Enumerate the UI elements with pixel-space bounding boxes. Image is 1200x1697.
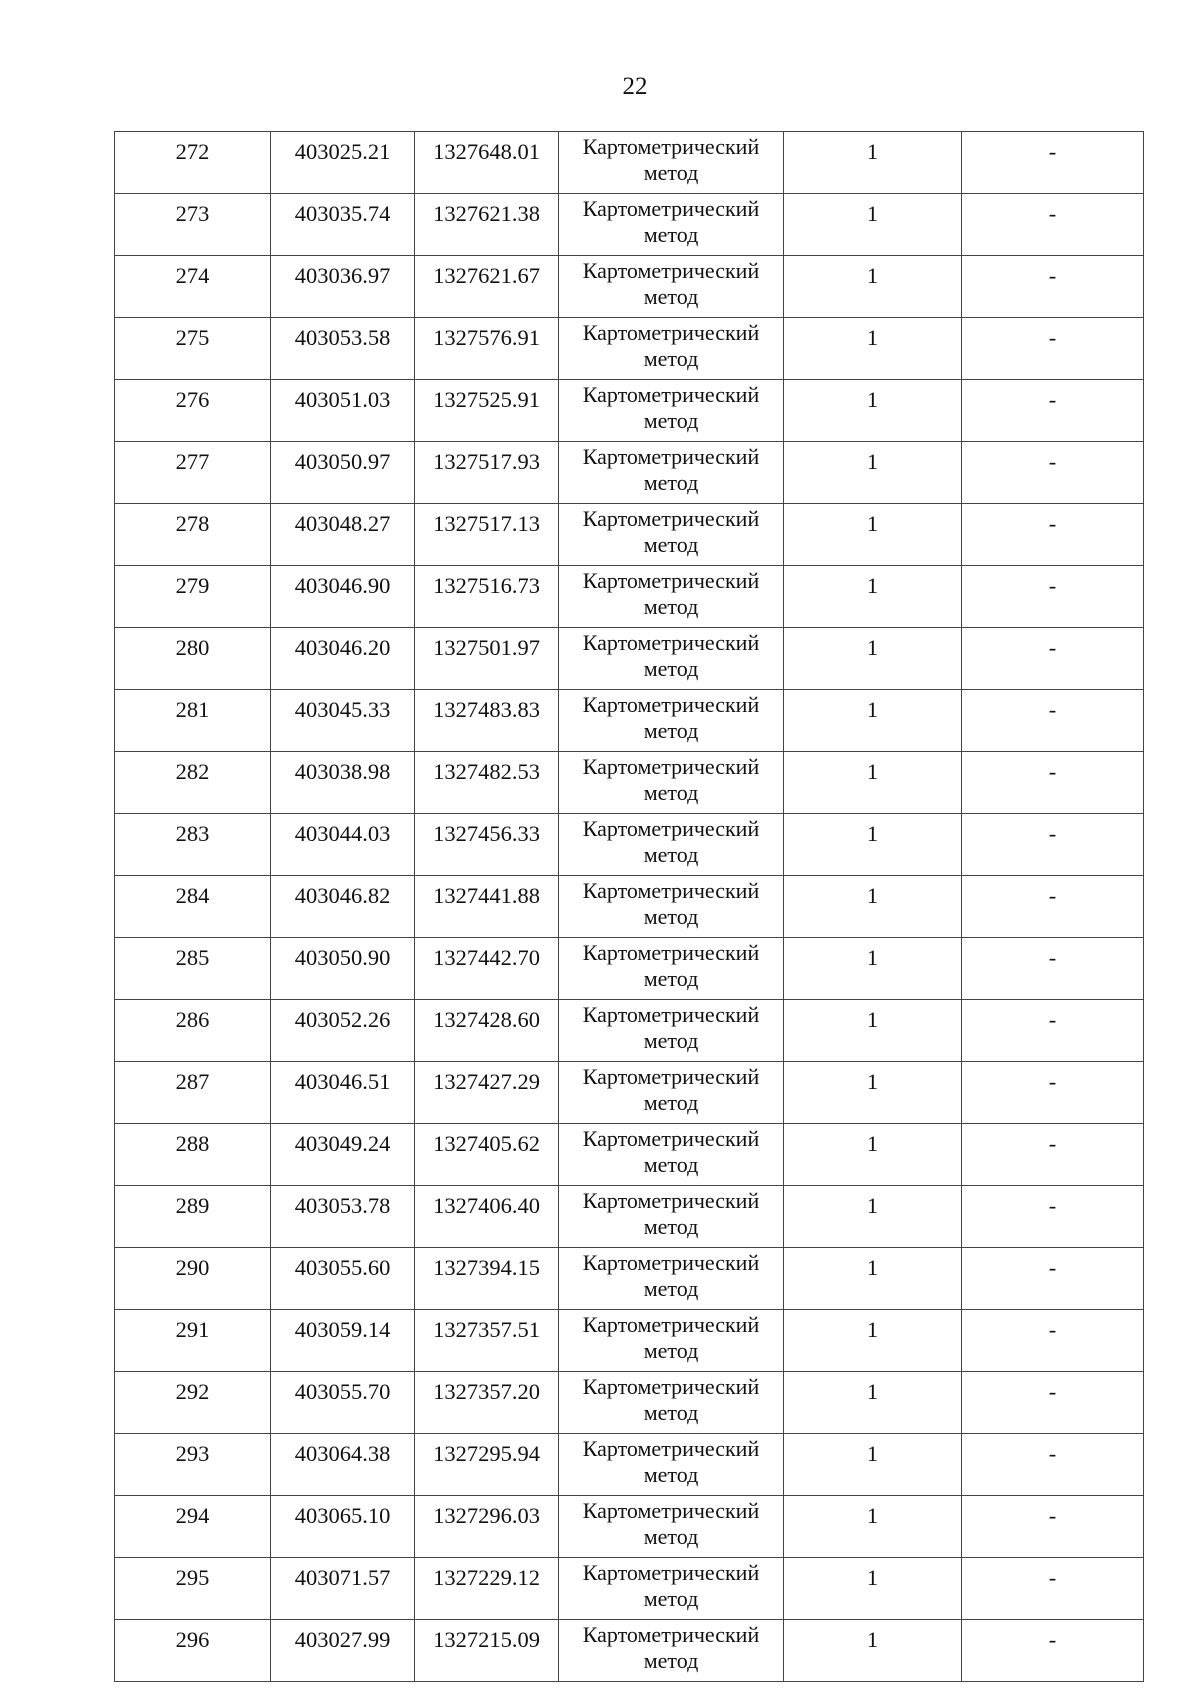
method-line-1: Картометрический	[582, 1250, 760, 1275]
y-coordinate-cell: 1327621.67	[415, 256, 559, 318]
y-coordinate-cell: 1327357.20	[415, 1372, 559, 1434]
point-number-cell: 285	[115, 938, 271, 1000]
method-line-2: метод	[643, 1400, 699, 1425]
point-number-cell: 275	[115, 318, 271, 380]
point-number-cell: 291	[115, 1310, 271, 1372]
method-line-2: метод	[643, 1028, 699, 1053]
table-row	[115, 1186, 1144, 1248]
accuracy-cell: 1	[784, 938, 962, 1000]
method-cell	[559, 690, 784, 752]
x-coordinate-cell: 403044.03	[271, 814, 415, 876]
note-cell: -	[962, 1248, 1144, 1310]
table-row	[115, 380, 1144, 442]
accuracy-cell: 1	[784, 504, 962, 566]
x-coordinate-cell: 403059.14	[271, 1310, 415, 1372]
note-cell: -	[962, 814, 1144, 876]
accuracy-cell: 1	[784, 690, 962, 752]
y-coordinate-cell: 1327517.93	[415, 442, 559, 504]
point-number-cell: 279	[115, 566, 271, 628]
method-cell	[559, 194, 784, 256]
method-line-2: метод	[643, 1276, 699, 1301]
method-line-2: метод	[643, 1462, 699, 1487]
method-cell	[559, 1372, 784, 1434]
x-coordinate-cell: 403045.33	[271, 690, 415, 752]
method-line-1: Картометрический	[582, 568, 760, 593]
y-coordinate-cell: 1327295.94	[415, 1434, 559, 1496]
method-line-1: Картометрический	[582, 878, 760, 903]
method-line-1: Картометрический	[582, 1312, 760, 1337]
method-line-2: метод	[643, 1586, 699, 1611]
accuracy-cell: 1	[784, 1124, 962, 1186]
method-line-2: метод	[643, 780, 699, 805]
coordinates-table	[114, 131, 1144, 1682]
method-line-1: Картометрический	[582, 1560, 760, 1585]
method-line-2: метод	[643, 966, 699, 991]
x-coordinate-cell: 403046.51	[271, 1062, 415, 1124]
y-coordinate-cell: 1327483.83	[415, 690, 559, 752]
method-line-2: метод	[643, 1648, 699, 1673]
y-coordinate-cell: 1327405.62	[415, 1124, 559, 1186]
y-coordinate-cell: 1327215.09	[415, 1620, 559, 1682]
method-line-2: метод	[643, 904, 699, 929]
table-row	[115, 1434, 1144, 1496]
method-cell	[559, 442, 784, 504]
x-coordinate-cell: 403053.58	[271, 318, 415, 380]
note-cell: -	[962, 1062, 1144, 1124]
method-line-2: метод	[643, 408, 699, 433]
x-coordinate-cell: 403027.99	[271, 1620, 415, 1682]
y-coordinate-cell: 1327576.91	[415, 318, 559, 380]
method-cell	[559, 256, 784, 318]
point-number-cell: 278	[115, 504, 271, 566]
table-row	[115, 132, 1144, 194]
method-line-1: Картометрический	[582, 506, 760, 531]
x-coordinate-cell: 403052.26	[271, 1000, 415, 1062]
method-line-2: метод	[643, 1152, 699, 1177]
point-number-cell: 277	[115, 442, 271, 504]
coordinates-table-body	[115, 132, 1144, 1682]
note-cell: -	[962, 194, 1144, 256]
note-cell: -	[962, 1434, 1144, 1496]
table-row	[115, 442, 1144, 504]
x-coordinate-cell: 403050.90	[271, 938, 415, 1000]
y-coordinate-cell: 1327516.73	[415, 566, 559, 628]
x-coordinate-cell: 403046.90	[271, 566, 415, 628]
point-number-cell: 283	[115, 814, 271, 876]
method-line-1: Картометрический	[582, 382, 760, 407]
method-line-2: метод	[643, 1214, 699, 1239]
method-cell	[559, 1000, 784, 1062]
accuracy-cell: 1	[784, 1558, 962, 1620]
table-row	[115, 318, 1144, 380]
table-row	[115, 1496, 1144, 1558]
note-cell: -	[962, 1124, 1144, 1186]
method-line-1: Картометрический	[582, 320, 760, 345]
table-row	[115, 690, 1144, 752]
accuracy-cell: 1	[784, 1434, 962, 1496]
method-line-2: метод	[643, 718, 699, 743]
accuracy-cell: 1	[784, 194, 962, 256]
point-number-cell: 272	[115, 132, 271, 194]
note-cell: -	[962, 442, 1144, 504]
y-coordinate-cell: 1327648.01	[415, 132, 559, 194]
note-cell: -	[962, 566, 1144, 628]
table-row	[115, 256, 1144, 318]
point-number-cell: 290	[115, 1248, 271, 1310]
method-line-1: Картометрический	[582, 940, 760, 965]
method-cell	[559, 1186, 784, 1248]
accuracy-cell: 1	[784, 566, 962, 628]
method-line-2: метод	[643, 842, 699, 867]
method-line-1: Картометрический	[582, 134, 760, 159]
note-cell: -	[962, 876, 1144, 938]
method-line-2: метод	[643, 470, 699, 495]
method-cell	[559, 1310, 784, 1372]
method-line-1: Картометрический	[582, 1498, 760, 1523]
note-cell: -	[962, 938, 1144, 1000]
accuracy-cell: 1	[784, 1620, 962, 1682]
x-coordinate-cell: 403064.38	[271, 1434, 415, 1496]
accuracy-cell: 1	[784, 1062, 962, 1124]
point-number-cell: 293	[115, 1434, 271, 1496]
y-coordinate-cell: 1327517.13	[415, 504, 559, 566]
x-coordinate-cell: 403053.78	[271, 1186, 415, 1248]
y-coordinate-cell: 1327296.03	[415, 1496, 559, 1558]
accuracy-cell: 1	[784, 628, 962, 690]
table-row	[115, 628, 1144, 690]
x-coordinate-cell: 403046.20	[271, 628, 415, 690]
note-cell: -	[962, 752, 1144, 814]
table-row	[115, 1062, 1144, 1124]
point-number-cell: 280	[115, 628, 271, 690]
y-coordinate-cell: 1327406.40	[415, 1186, 559, 1248]
method-line-1: Картометрический	[582, 816, 760, 841]
accuracy-cell: 1	[784, 752, 962, 814]
method-line-1: Картометрический	[582, 630, 760, 655]
note-cell: -	[962, 628, 1144, 690]
point-number-cell: 276	[115, 380, 271, 442]
accuracy-cell: 1	[784, 318, 962, 380]
note-cell: -	[962, 256, 1144, 318]
x-coordinate-cell: 403048.27	[271, 504, 415, 566]
accuracy-cell: 1	[784, 1000, 962, 1062]
method-cell	[559, 938, 784, 1000]
method-line-2: метод	[643, 346, 699, 371]
table-row	[115, 752, 1144, 814]
method-line-1: Картометрический	[582, 692, 760, 717]
point-number-cell: 286	[115, 1000, 271, 1062]
point-number-cell: 284	[115, 876, 271, 938]
y-coordinate-cell: 1327501.97	[415, 628, 559, 690]
note-cell: -	[962, 690, 1144, 752]
x-coordinate-cell: 403050.97	[271, 442, 415, 504]
note-cell: -	[962, 132, 1144, 194]
method-line-2: метод	[643, 1338, 699, 1363]
method-cell	[559, 628, 784, 690]
y-coordinate-cell: 1327525.91	[415, 380, 559, 442]
table-row	[115, 1124, 1144, 1186]
point-number-cell: 295	[115, 1558, 271, 1620]
method-line-1: Картометрический	[582, 444, 760, 469]
method-cell	[559, 752, 784, 814]
method-cell	[559, 1496, 784, 1558]
y-coordinate-cell: 1327621.38	[415, 194, 559, 256]
point-number-cell: 282	[115, 752, 271, 814]
note-cell: -	[962, 504, 1144, 566]
y-coordinate-cell: 1327456.33	[415, 814, 559, 876]
note-cell: -	[962, 1000, 1144, 1062]
accuracy-cell: 1	[784, 380, 962, 442]
table-row	[115, 938, 1144, 1000]
method-cell	[559, 1558, 784, 1620]
y-coordinate-cell: 1327427.29	[415, 1062, 559, 1124]
accuracy-cell: 1	[784, 256, 962, 318]
method-cell	[559, 1434, 784, 1496]
method-line-1: Картометрический	[582, 1188, 760, 1213]
y-coordinate-cell: 1327441.88	[415, 876, 559, 938]
y-coordinate-cell: 1327394.15	[415, 1248, 559, 1310]
method-line-1: Картометрический	[582, 1374, 760, 1399]
accuracy-cell: 1	[784, 814, 962, 876]
method-cell	[559, 814, 784, 876]
page-number: 22	[622, 73, 648, 100]
point-number-cell: 287	[115, 1062, 271, 1124]
method-line-1: Картометрический	[582, 1126, 760, 1151]
note-cell: -	[962, 1186, 1144, 1248]
accuracy-cell: 1	[784, 1186, 962, 1248]
table-row	[115, 1248, 1144, 1310]
x-coordinate-cell: 403055.60	[271, 1248, 415, 1310]
method-line-1: Картометрический	[582, 258, 760, 283]
accuracy-cell: 1	[784, 1496, 962, 1558]
table-row	[115, 1000, 1144, 1062]
x-coordinate-cell: 403038.98	[271, 752, 415, 814]
point-number-cell: 288	[115, 1124, 271, 1186]
y-coordinate-cell: 1327229.12	[415, 1558, 559, 1620]
x-coordinate-cell: 403025.21	[271, 132, 415, 194]
method-line-2: метод	[643, 284, 699, 309]
accuracy-cell: 1	[784, 132, 962, 194]
point-number-cell: 294	[115, 1496, 271, 1558]
method-cell	[559, 1124, 784, 1186]
point-number-cell: 292	[115, 1372, 271, 1434]
accuracy-cell: 1	[784, 1372, 962, 1434]
accuracy-cell: 1	[784, 1248, 962, 1310]
note-cell: -	[962, 380, 1144, 442]
method-line-1: Картометрический	[582, 754, 760, 779]
x-coordinate-cell: 403055.70	[271, 1372, 415, 1434]
accuracy-cell: 1	[784, 876, 962, 938]
method-cell	[559, 566, 784, 628]
table-row	[115, 1558, 1144, 1620]
method-line-2: метод	[643, 160, 699, 185]
table-row	[115, 1372, 1144, 1434]
note-cell: -	[962, 1558, 1144, 1620]
table-row	[115, 814, 1144, 876]
method-line-2: метод	[643, 594, 699, 619]
method-cell	[559, 1062, 784, 1124]
table-row	[115, 566, 1144, 628]
method-line-1: Картометрический	[582, 1002, 760, 1027]
x-coordinate-cell: 403049.24	[271, 1124, 415, 1186]
method-line-2: метод	[643, 532, 699, 557]
method-line-1: Картометрический	[582, 1064, 760, 1089]
method-cell	[559, 380, 784, 442]
accuracy-cell: 1	[784, 1310, 962, 1372]
note-cell: -	[962, 318, 1144, 380]
method-cell	[559, 132, 784, 194]
method-line-2: метод	[643, 1090, 699, 1115]
x-coordinate-cell: 403035.74	[271, 194, 415, 256]
method-cell	[559, 504, 784, 566]
accuracy-cell: 1	[784, 442, 962, 504]
x-coordinate-cell: 403051.03	[271, 380, 415, 442]
method-cell	[559, 1620, 784, 1682]
y-coordinate-cell: 1327428.60	[415, 1000, 559, 1062]
table-row	[115, 194, 1144, 256]
method-line-1: Картометрический	[582, 1436, 760, 1461]
table-row	[115, 1310, 1144, 1372]
note-cell: -	[962, 1310, 1144, 1372]
method-line-2: метод	[643, 656, 699, 681]
note-cell: -	[962, 1496, 1144, 1558]
y-coordinate-cell: 1327357.51	[415, 1310, 559, 1372]
method-line-1: Картометрический	[582, 196, 760, 221]
x-coordinate-cell: 403071.57	[271, 1558, 415, 1620]
table-row	[115, 504, 1144, 566]
table-row	[115, 876, 1144, 938]
y-coordinate-cell: 1327482.53	[415, 752, 559, 814]
method-line-1: Картометрический	[582, 1622, 760, 1647]
point-number-cell: 296	[115, 1620, 271, 1682]
method-cell	[559, 876, 784, 938]
method-cell	[559, 318, 784, 380]
note-cell: -	[962, 1372, 1144, 1434]
table-row	[115, 1620, 1144, 1682]
note-cell: -	[962, 1620, 1144, 1682]
point-number-cell: 281	[115, 690, 271, 752]
x-coordinate-cell: 403065.10	[271, 1496, 415, 1558]
y-coordinate-cell: 1327442.70	[415, 938, 559, 1000]
point-number-cell: 273	[115, 194, 271, 256]
method-cell	[559, 1248, 784, 1310]
point-number-cell: 289	[115, 1186, 271, 1248]
method-line-2: метод	[643, 222, 699, 247]
x-coordinate-cell: 403046.82	[271, 876, 415, 938]
method-line-2: метод	[643, 1524, 699, 1549]
point-number-cell: 274	[115, 256, 271, 318]
x-coordinate-cell: 403036.97	[271, 256, 415, 318]
